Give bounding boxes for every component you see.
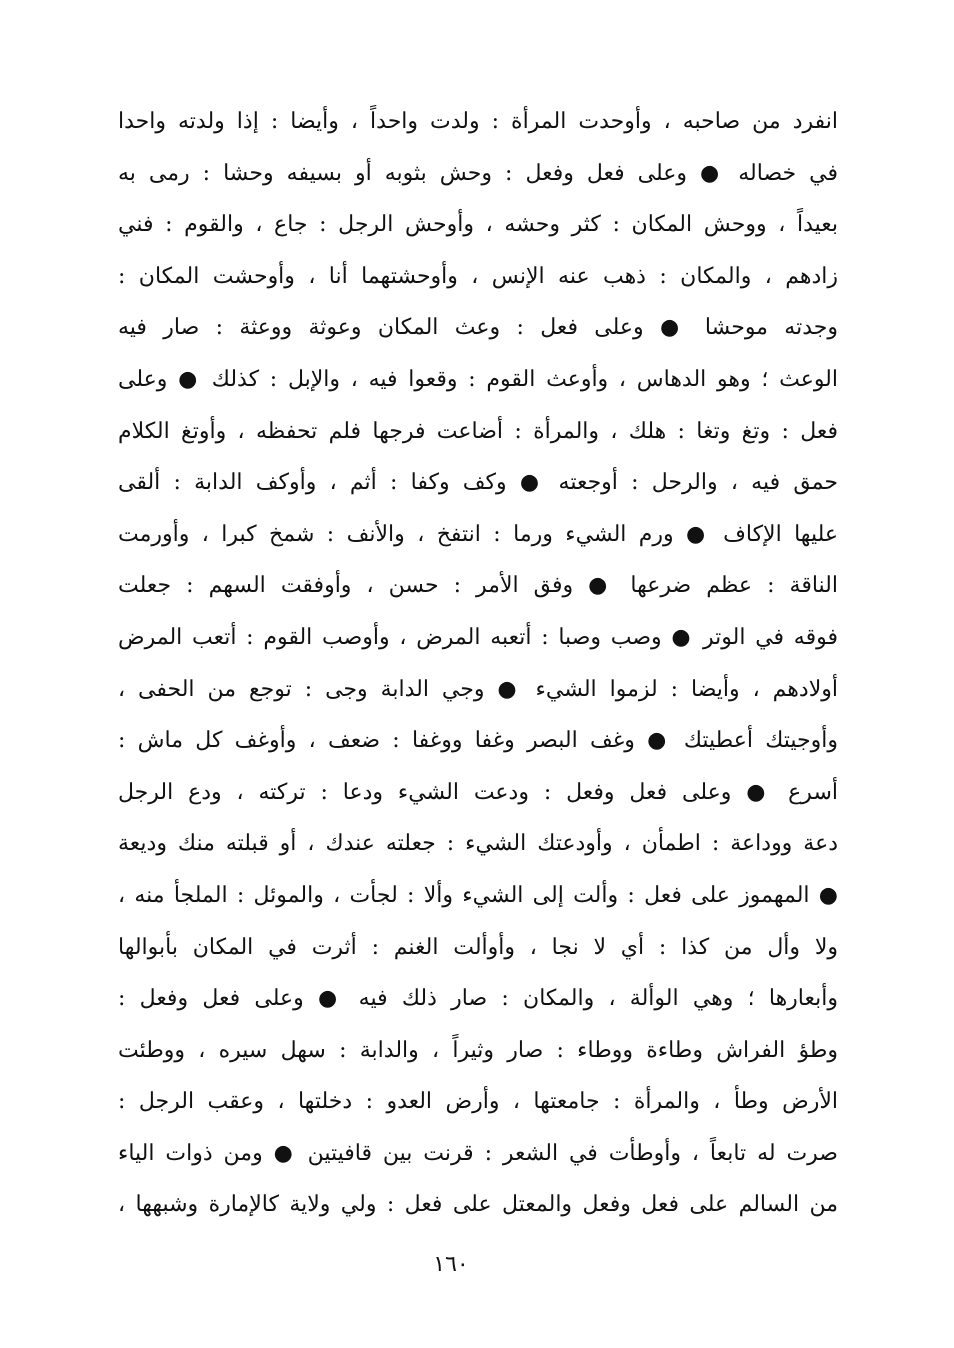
text-line: في خصاله ● وعلى فعل وفعل : وحش بثوبه أو بسيفه وحشا : رمى به [118,160,838,186]
text-line: زادهم ، والمكان : ذهب عنه الإنس ، وأوحشتهما أنا ، وأوحشت المكان : [118,263,838,289]
text-line: حمق فيه ، والرحل : أوجعته ● وكف وكفا : أثم ، وأوكف الدابة : ألقى [118,470,838,496]
text-line: وجدته موحشا ● وعلى فعل : وعث المكان وعوثة ووعثة : صار فيه [118,315,838,341]
body-text [118,96,838,1231]
text-line: وأبعارها ؛ وهي الوألة ، والمكان : صار ذلك فيه ● وعلى فعل وفعل : [118,986,838,1012]
text-line: أسرع ● وعلى فعل وفعل : ودعت الشيء ودعا : تركته ، ودع الرجل [118,779,838,805]
text-line: بعيداً ، ووحش المكان : كثر وحشه ، وأوحش الرجل : جاع ، والقوم : فني [118,212,838,238]
text-line: من السالم على فعل وفعل والمعتل على فعل : ولي ولاية كالإمارة وشبهها ، [118,1192,838,1218]
page-number: ١٦٠ [433,1252,469,1277]
text-line: عليها الإكاف ● ورم الشيء ورما : انتفخ ، والأنف : شمخ كبرا ، وأورمت [118,521,838,547]
text-line: انفرد من صاحبه ، وأوحدت المرأة : ولدت واحداً ، وأيضا : إذا ولدته واحدا [118,109,838,134]
text-line: دعة ووداعة : اطمأن ، وأودعتك الشيء : جعلته عندك ، أو قبلته منك وديعة [118,831,838,857]
text-line: أولادهم ، وأيضا : لزموا الشيء ● وجي الدابة وجى : توجع من الحفى ، [118,676,838,702]
text-line: الناقة : عظم ضرعها ● وفق الأمر : حسن ، وأوفقت السهم : جعلت [118,573,838,599]
text-line: ولا وأل من كذا : أي لا نجا ، وأوألت الغنم : أثرت في المكان بأبوالها [118,934,838,960]
text-line: وأوجيتك أعطيتك ● وغف البصر وغفا ووغفا : ضعف ، وأوغف كل ماش : [118,728,838,754]
text-line: فوقه في الوتر ● وصب وصبا : أتعبه المرض ، وأوصب القوم : أتعب المرض [118,624,838,650]
text-line: الوعث ؛ وهو الدهاس ، وأوعث القوم : وقعوا فيه ، والإبل : كذلك ● وعلى [118,366,838,392]
text-line: ● المهموز على فعل : وألت إلى الشيء وألا : لجأت ، والموئل : الملجأ منه ، [118,882,838,908]
text-line: صرت له تابعاً ، وأوطأت في الشعر : قرنت بين قافيتين ● ومن ذوات الياء [118,1140,838,1166]
text-line: فعل : وتغ وتغا : هلك ، والمرأة : أضاعت فرجها فلم تحفظه ، وأوتغ الكلام [118,418,838,444]
text-line: الأرض وطأ ، والمرأة : جامعتها ، وأرض العدو : دخلتها ، وعقب الرجل : [118,1089,838,1115]
text-line: وطؤ الفراش وطاءة ووطاء : صار وثيراً ، والدابة : سهل سيره ، ووطئت [118,1037,838,1063]
